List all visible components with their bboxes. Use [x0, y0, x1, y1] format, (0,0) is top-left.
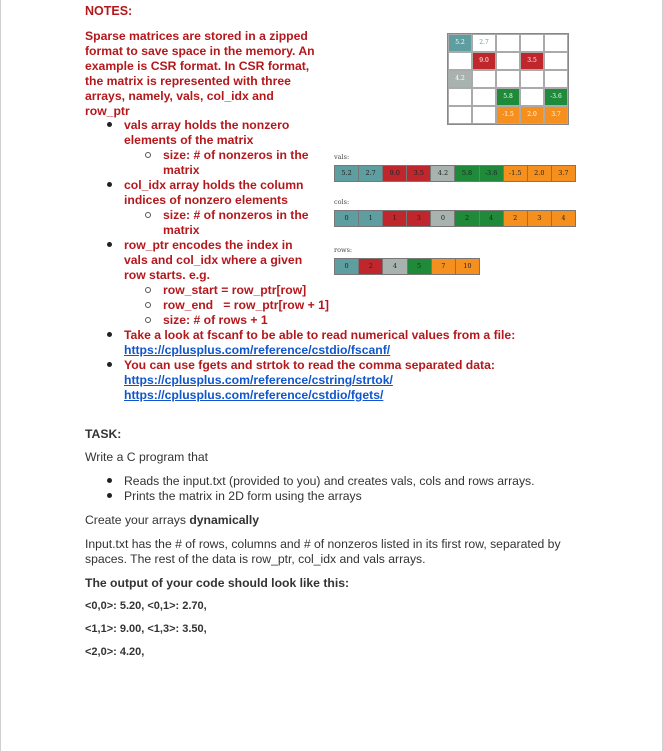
sub-bullet-rowptr-size: size: # of rows + 1 — [163, 313, 268, 327]
cols-entry: 2 — [455, 211, 479, 226]
vals-entry: 3.7 — [552, 166, 575, 181]
rows-entry: 4 — [383, 259, 407, 274]
rows-entry: 5 — [408, 259, 432, 274]
vals-entry: 4.2 — [431, 166, 455, 181]
sub-line: size: # of nonzeros in the — [163, 148, 309, 162]
rows-entry: 2 — [359, 259, 383, 274]
matrix-value-cell: 2.0 — [520, 106, 544, 124]
bullet-dot — [107, 332, 112, 337]
vals-entry: 2.0 — [528, 166, 552, 181]
task-heading: TASK: — [85, 427, 122, 441]
bullet-dot — [107, 478, 112, 483]
vals-entry: 9.0 — [383, 166, 407, 181]
sub-bullet-circle — [145, 317, 151, 323]
cols-entry: 4 — [552, 211, 575, 226]
matrix-cell — [520, 88, 544, 106]
cols-entry: 3 — [407, 211, 431, 226]
rows-entry: 0 — [335, 259, 359, 274]
intro-line: row_ptr — [85, 104, 130, 118]
bullet-line: elements of the matrix — [124, 133, 254, 147]
matrix-cell — [448, 88, 472, 106]
bullet-line: vals and col_idx where a given — [124, 253, 303, 267]
output-line: <1,1>: 9.00, <1,3>: 3.50, — [85, 623, 207, 635]
bullet-line: row_ptr encodes the index in — [124, 238, 293, 252]
dynamic-prefix: Create your arrays — [85, 513, 190, 527]
matrix-cell — [472, 106, 496, 124]
cols-entry: 3 — [528, 211, 552, 226]
matrix-value-cell: 2.7 — [472, 34, 496, 52]
notes-heading: NOTES: — [85, 4, 133, 18]
vals-entry: 5.2 — [335, 166, 359, 181]
bullet-rowptr — [124, 238, 302, 283]
rows-entry: 10 — [456, 259, 479, 274]
matrix-cell — [448, 106, 472, 124]
matrix-cell — [496, 52, 520, 70]
fscanf-link-wrap — [124, 343, 390, 358]
matrix-cell — [448, 52, 472, 70]
matrix-value-cell: 9.0 — [472, 52, 496, 70]
input-description-line-1: Input.txt has the # of rows, columns and # of nonzeros listed in its first row, separated by — [85, 537, 561, 551]
cols-array-label: cols: — [334, 198, 350, 206]
output-line: <2,0>: 4.20, — [85, 646, 145, 658]
strtok-link[interactable]: https://cplusplus.com/reference/cstring/strtok/ — [124, 373, 393, 387]
input-description-line-2: spaces. The rest of the data is row_ptr, col_idx and vals arrays. — [85, 552, 426, 566]
bullet-line: indices of nonzero elements — [124, 193, 288, 207]
matrix-value-cell: -3.6 — [544, 88, 568, 106]
matrix-cell — [472, 88, 496, 106]
matrix-cell — [520, 70, 544, 88]
bullet-line: row starts. e.g. — [124, 268, 211, 282]
sub-bullet-row-start: row_start = row_ptr[row] — [163, 283, 307, 297]
vals-entry: 2.7 — [359, 166, 383, 181]
vals-entry: 3.5 — [407, 166, 431, 181]
matrix-value-cell: 3.7 — [544, 106, 568, 124]
matrix-value-cell: 3.5 — [520, 52, 544, 70]
cols-entry: 2 — [504, 211, 528, 226]
strtok-link-wrap — [124, 373, 393, 388]
dynamic-arrays-line — [85, 513, 259, 528]
matrix-value-cell: 5.2 — [448, 34, 472, 52]
dynamic-bold: dynamically — [189, 513, 260, 527]
sub-bullet-circle — [145, 212, 151, 218]
task-bullet-read: Reads the input.txt (provided to you) and creates vals, cols and rows arrays. — [124, 474, 535, 488]
sub-bullet-circle — [145, 152, 151, 158]
intro-line: the matrix is represented with three — [85, 74, 291, 88]
cols-entry: 1 — [383, 211, 407, 226]
matrix-value-cell: -1.5 — [496, 106, 520, 124]
output-line: <0,0>: 5.20, <0,1>: 2.70, — [85, 600, 207, 612]
vals-entry: -3.6 — [480, 166, 504, 181]
intro-line: Sparse matrices are stored in a zipped — [85, 29, 308, 43]
sub-line: size: # of nonzeros in the — [163, 208, 309, 222]
sparse-matrix-figure — [447, 33, 569, 125]
task-bullet-print: Prints the matrix in 2D form using the arrays — [124, 489, 362, 503]
page-left-edge — [0, 0, 1, 751]
sub-bullet-vals-size — [163, 148, 309, 178]
sub-line: matrix — [163, 223, 200, 237]
matrix-value-cell: 4.2 — [448, 70, 472, 88]
bullet-fgets-strtok: You can use fgets and strtok to read the comma separated data: — [124, 358, 495, 372]
sub-line: matrix — [163, 163, 200, 177]
fscanf-link[interactable]: https://cplusplus.com/reference/cstdio/fscanf/ — [124, 343, 391, 357]
rows-entry: 7 — [432, 259, 456, 274]
bullet-fscanf: Take a look at fscanf to be able to read numerical values from a file: — [124, 328, 516, 342]
task-intro: Write a C program that — [85, 450, 209, 464]
sub-bullet-colidx-size — [163, 208, 309, 238]
bullet-dot — [107, 493, 112, 498]
matrix-cell — [544, 70, 568, 88]
output-heading: The output of your code should look like this: — [85, 576, 350, 590]
bullet-vals — [124, 118, 289, 148]
bullet-dot — [107, 242, 112, 247]
matrix-cell — [520, 34, 544, 52]
bullet-colidx — [124, 178, 303, 208]
sub-bullet-circle — [145, 302, 151, 308]
intro-line: example is CSR format. In CSR format, — [85, 59, 310, 73]
sub-bullet-row-end: row_end = row_ptr[row + 1] — [163, 298, 329, 312]
bullet-dot — [107, 362, 112, 367]
notes-intro — [85, 29, 335, 119]
cols-array — [334, 210, 576, 227]
sub-bullet-circle — [145, 287, 151, 293]
bullet-line: vals array holds the nonzero — [124, 118, 290, 132]
fgets-link-wrap — [124, 388, 383, 403]
bullet-dot — [107, 182, 112, 187]
matrix-cell — [496, 70, 520, 88]
vals-entry: -1.5 — [504, 166, 528, 181]
vals-array-label: vals: — [334, 153, 350, 161]
bullet-dot — [107, 122, 112, 127]
rows-array-label: rows: — [334, 246, 353, 254]
cols-entry: 1 — [359, 211, 383, 226]
matrix-cell — [496, 34, 520, 52]
bullet-line: col_idx array holds the column — [124, 178, 304, 192]
matrix-cell — [472, 70, 496, 88]
intro-line: format to save space in the memory. An — [85, 44, 315, 58]
vals-entry: 5.8 — [455, 166, 479, 181]
matrix-cell — [544, 34, 568, 52]
cols-entry: 0 — [335, 211, 359, 226]
intro-line: arrays, namely, vals, col_idx and — [85, 89, 274, 103]
matrix-value-cell: 5.8 — [496, 88, 520, 106]
matrix-cell — [544, 52, 568, 70]
rows-array — [334, 258, 480, 275]
cols-entry: 4 — [480, 211, 504, 226]
cols-entry: 0 — [431, 211, 455, 226]
vals-array — [334, 165, 576, 182]
fgets-link[interactable]: https://cplusplus.com/reference/cstdio/fgets/ — [124, 388, 384, 402]
